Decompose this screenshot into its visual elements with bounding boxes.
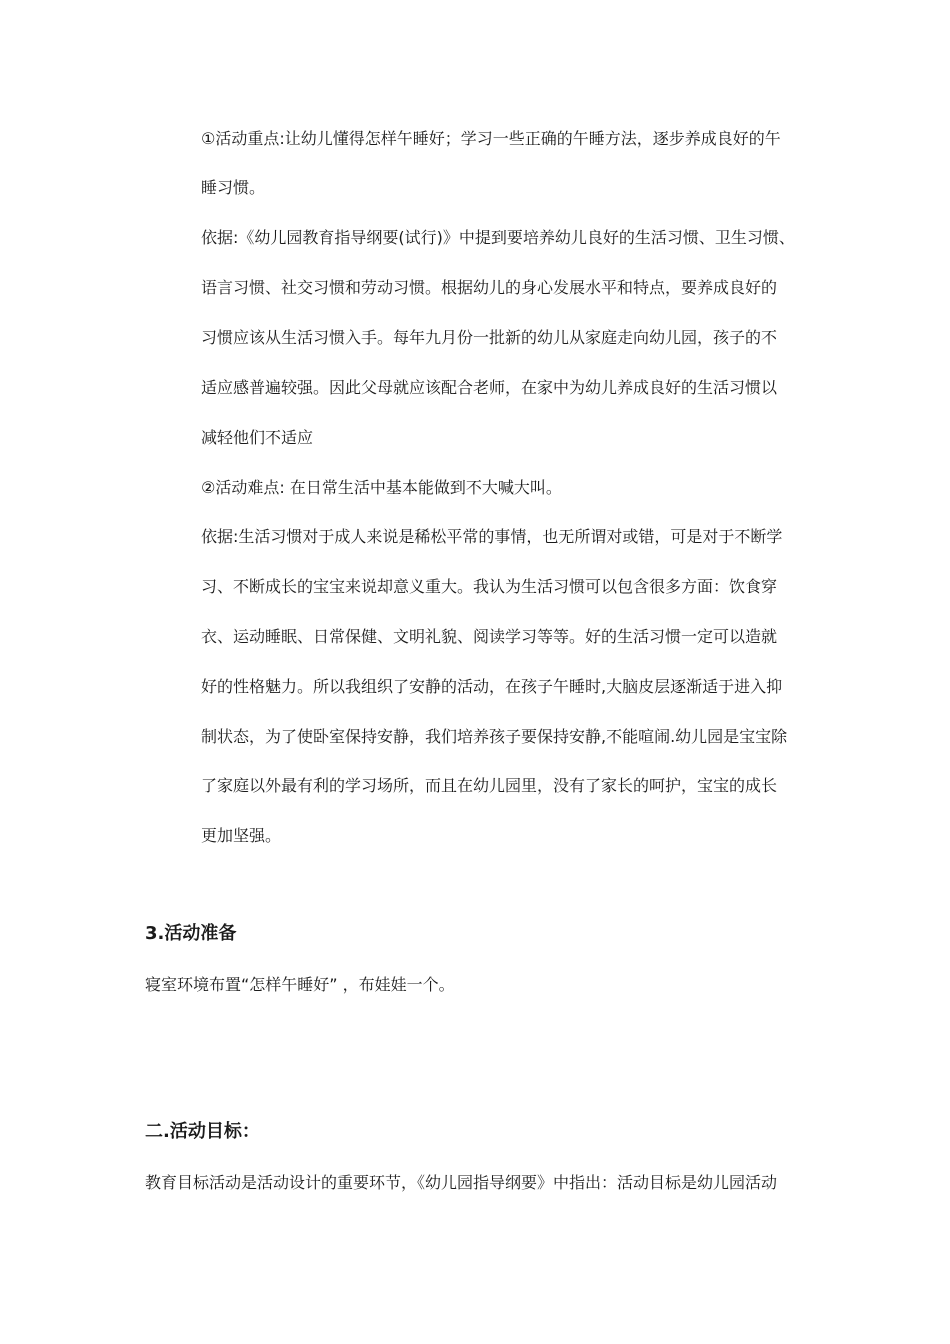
difficulty-basis-line-6: 了家庭以外最有利的学习场所，而且在幼儿园里，没有了家长的呵护，宝宝的成长 <box>201 776 778 795</box>
key-point-line-2: 睡习惯。 <box>201 178 266 197</box>
section-heading-preparation: 3.活动准备 <box>145 923 237 944</box>
difficulty-basis-line-4: 好的性格魅力。所以我组织了安静的活动，在孩子午睡时,大脑皮层逐渐适于进入抑 <box>201 677 783 696</box>
difficulty-basis-line-2: 习、不断成长的宝宝来说却意义重大。我认为生活习惯可以包含很多方面：饮食穿 <box>201 577 778 596</box>
key-basis-line-2: 语言习惯、社交习惯和劳动习惯。根据幼儿的身心发展水平和特点，要养成良好的 <box>201 278 778 297</box>
key-point-line-1: ①活动重点:让幼儿懂得怎样午睡好；学习一些正确的午睡方法，逐步养成良好的午 <box>201 129 781 148</box>
difficulty-basis-line-3: 衣、运动睡眠、日常保健、文明礼貌、阅读学习等等。好的生活习惯一定可以造就 <box>201 627 778 646</box>
preparation-text: 寝室环境布置“怎样午睡好” ，布娃娃一个。 <box>145 975 455 994</box>
key-basis-line-5: 减轻他们不适应 <box>201 428 314 447</box>
key-basis-line-1: 依据:《幼儿园教育指导纲要(试行)》中提到要培养幼儿良好的生活习惯、卫生习惯、 <box>201 228 795 247</box>
difficulty-basis-line-5: 制状态，为了使卧室保持安静，我们培养孩子要保持安静,不能喧闹.幼儿园是宝宝除 <box>201 727 788 746</box>
key-basis-line-4: 适应感普遍较强。因此父母就应该配合老师，在家中为幼儿养成良好的生活习惯以 <box>201 378 778 397</box>
goals-text: 教育目标活动是活动设计的重要环节，《幼儿园指导纲要》中指出：活动目标是幼儿园活动 <box>145 1173 778 1192</box>
difficulty-line-1: ②活动难点: 在日常生活中基本能做到不大喊大叫。 <box>201 478 562 497</box>
section-heading-goals: 二.活动目标： <box>145 1121 260 1142</box>
key-basis-line-3: 习惯应该从生活习惯入手。每年九月份一批新的幼儿从家庭走向幼儿园，孩子的不 <box>201 328 778 347</box>
difficulty-basis-line-7: 更加坚强。 <box>201 826 282 845</box>
difficulty-basis-line-1: 依据:生活习惯对于成人来说是稀松平常的事情，也无所谓对或错，可是对于不断学 <box>201 527 783 546</box>
